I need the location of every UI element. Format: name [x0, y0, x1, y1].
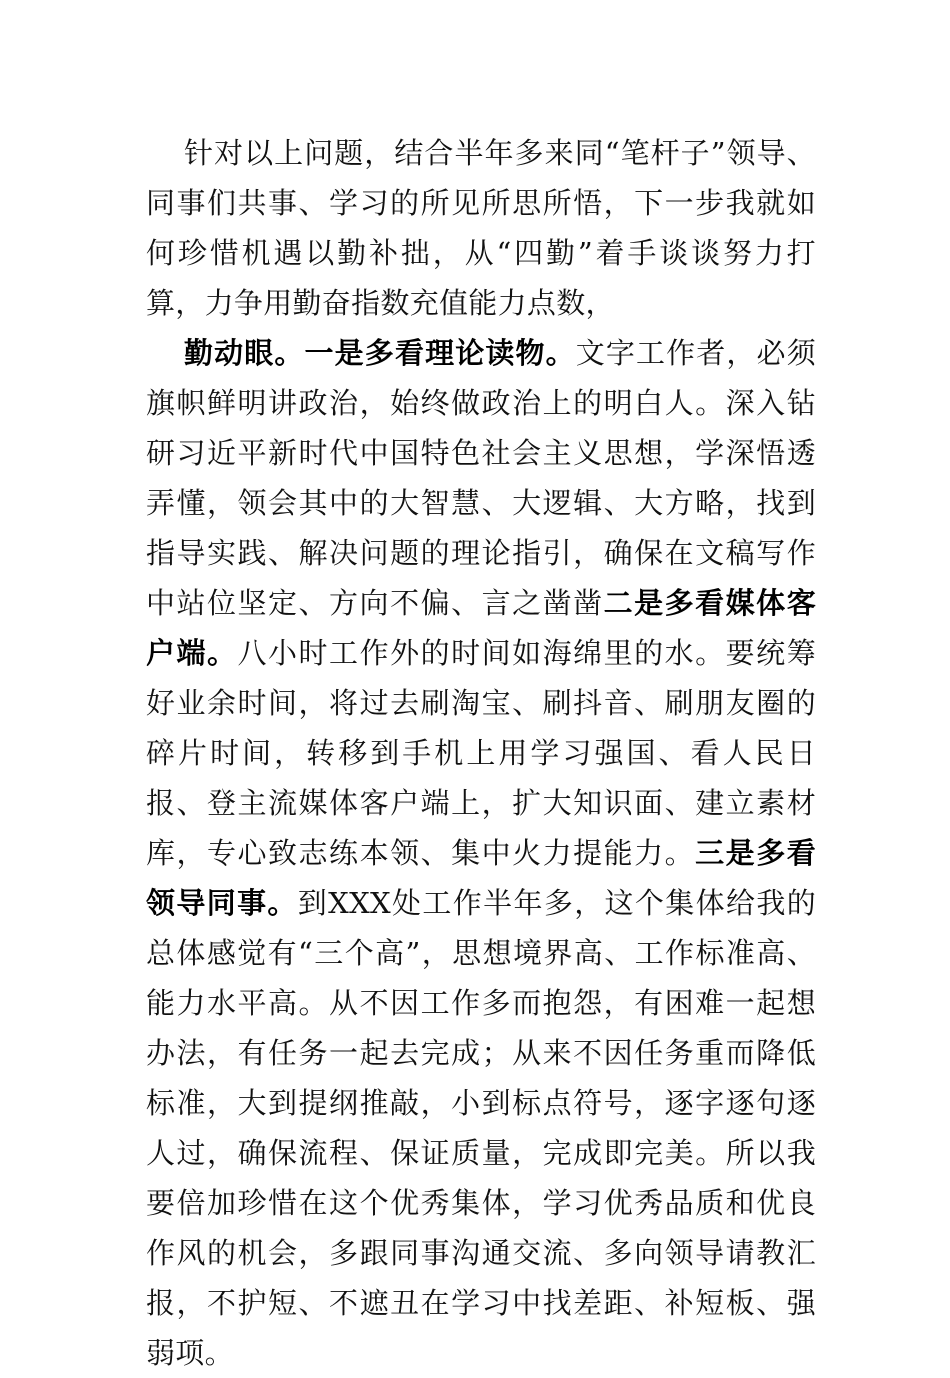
point-one-text: 文字工作者，必须旗帜鲜明讲政治，始终做政治上的明白人。深入钻研习近平新时代中国特色社会主义思想，学深悟透弄懂，领会其中的大智慧、大逻辑、大方略，找到指导实践、解决问题的理论指引，确保在文稿写作中站位坚定、方向不偏、言之凿凿 [146, 336, 816, 620]
document-body [146, 128, 816, 1378]
heading-point-two: 二是多看媒体客户端。 [146, 586, 816, 670]
paragraph-qin-dong-yan [146, 328, 816, 1378]
heading-point-three: 三是多看领导同事。 [146, 836, 816, 920]
point-three-text: 到XXX处工作半年多，这个集体给我的总体感觉有“三个高”，思想境界高、工作标准高、能力水平高。从不因工作多而抱怨，有困难一起想办法，有任务一起去完成；从来不因任务重而降低标准，大到提纲推敲，小到标点符号，逐字逐句逐人过，确保流程、保证质量，完成即完美。所以我要倍加珍惜在这个优秀集体，学习优秀品质和优良作风的机会，多跟同事沟通交流、多向领导请教汇报，不护短、不遮丑在学习中找差距、补短板、强弱项。 [146, 886, 816, 1370]
heading-qin-dong-yan-point-one: 勤动眼。一是多看理论读物。 [184, 336, 576, 370]
point-two-text: 八小时工作外的时间如海绵里的水。要统筹好业余时间，将过去刷淘宝、刷抖音、刷朋友圈的碎片时间，转移到手机上用学习强国、看人民日报、登主流媒体客户端上，扩大知识面、建立素材库，专心致志练本领、集中火力提能力。 [146, 636, 816, 870]
intro-text: 针对以上问题，结合半年多来同“笔杆子”领导、同事们共事、学习的所见所思所悟，下一步我就如何珍惜机遇以勤补拙，从“四勤”着手谈谈努力打算，力争用勤奋指数充值能力点数， [146, 136, 816, 320]
paragraph-intro [146, 128, 816, 328]
